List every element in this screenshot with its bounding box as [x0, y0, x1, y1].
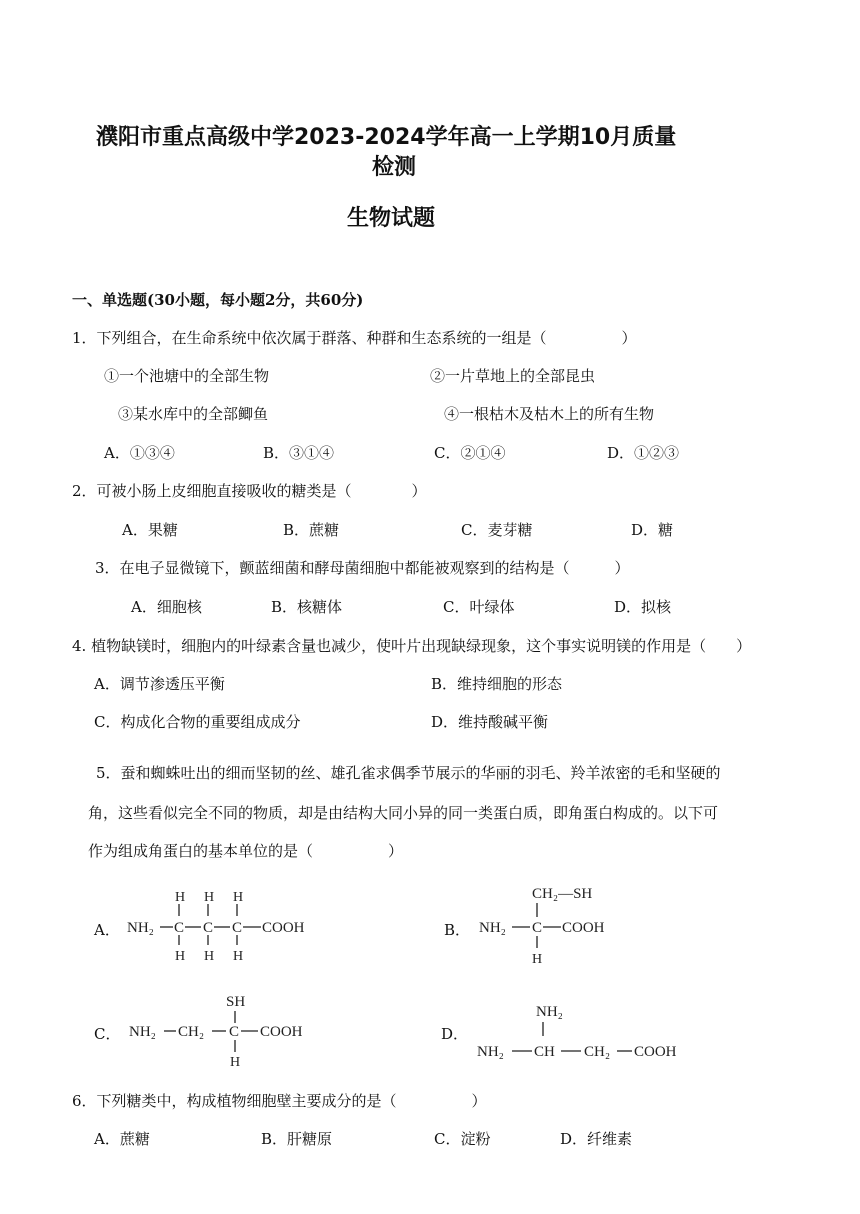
q5-formula-d — [474, 996, 704, 1066]
q5-formula-a — [124, 884, 324, 964]
q4-option-b: B．维持细胞的形态 — [431, 675, 563, 693]
formula-a-h-bot2: H — [204, 949, 215, 964]
q1-option-a: A．①③④ — [104, 444, 175, 462]
q1-option-d: D．①②③ — [607, 444, 680, 462]
q3-option-b: B．核糖体 — [271, 598, 343, 616]
question-5-line1: 5．蚕和蜘蛛吐出的细而坚韧的丝、雄孔雀求偶季节展示的华丽的羽毛、羚羊浓密的毛和坚硬的 — [96, 764, 721, 782]
formula-b-h: H — [532, 952, 543, 967]
question-5-line2: 角，这些看似完全不同的物质，却是由结构大同小异的同一类蛋白质，即角蛋白构成的。以下可 — [88, 804, 719, 822]
formula-c-cooh: COOH — [260, 1024, 303, 1040]
formula-c-c: C — [229, 1024, 240, 1040]
q4-option-a: A．调节渗透压平衡 — [94, 675, 225, 693]
q6-option-a: A．蔗糖 — [94, 1130, 150, 1148]
formula-b-ch2sh: CH₂—SH — [532, 886, 593, 902]
q1-option-c: C．②①④ — [434, 444, 506, 462]
formula-a-cooh: COOH — [262, 920, 305, 936]
question-1-stem: 1．下列组合，在生命系统中依次属于群落、种群和生态系统的一组是（ ） — [72, 329, 637, 347]
formula-d-cooh: COOH — [634, 1044, 677, 1060]
question-3-stem: 3．在电子显微镜下，颤蓝细菌和酵母菌细胞中都能被观察到的结构是（ ） — [95, 559, 630, 577]
q3-option-c: C．叶绿体 — [443, 598, 515, 616]
q5-formula-c — [126, 988, 326, 1070]
q3-option-d: D．拟核 — [614, 598, 672, 616]
question-6-stem: 6．下列糖类中，构成植物细胞壁主要成分的是（ ） — [72, 1092, 487, 1110]
q1-item-1: ①一个池塘中的全部生物 — [104, 367, 270, 385]
q5-formula-b — [476, 876, 656, 968]
q4-option-d: D．维持酸碱平衡 — [431, 713, 549, 731]
formula-b-nh2: NH₂ — [479, 920, 506, 936]
formula-d-nh2-top: NH₂ — [536, 1004, 563, 1020]
question-4-stem: 4. 植物缺镁时，细胞内的叶绿素含量也减少，使叶片出现缺绿现象，这个事实说明镁的作用是（ ） — [72, 637, 752, 655]
q2-option-b: B．蔗糖 — [283, 521, 340, 539]
formula-d-nh2: NH₂ — [477, 1044, 504, 1060]
formula-c-nh2: NH₂ — [129, 1024, 156, 1040]
q1-option-b: B．③①④ — [263, 444, 335, 462]
q5-option-d-label: D． — [441, 1025, 469, 1043]
formula-a-c3: C — [232, 920, 243, 936]
formula-a-h-top2: H — [204, 890, 215, 905]
formula-a-c2: C — [203, 920, 214, 936]
formula-a-nh2: NH₂ — [127, 920, 154, 936]
q3-option-a: A．细胞核 — [131, 598, 202, 616]
q2-option-a: A．果糖 — [122, 521, 178, 539]
q5-option-c-label: C． — [94, 1025, 121, 1043]
formula-a-h-top3: H — [233, 890, 244, 905]
q5-option-b-label: B． — [444, 921, 471, 939]
formula-c-h: H — [230, 1055, 241, 1070]
formula-c-sh: SH — [226, 994, 246, 1010]
doc-title-line2: 检测 — [372, 155, 417, 180]
formula-d-ch: CH — [534, 1044, 555, 1060]
section-header: 一、单选题(30小题，每小题2分，共60分) — [72, 291, 364, 309]
q2-option-c: C．麦芽糖 — [461, 521, 533, 539]
q1-item-2: ②一片草地上的全部昆虫 — [430, 367, 596, 385]
formula-c-ch2: CH₂ — [178, 1024, 205, 1040]
doc-subject-title: 生物试题 — [347, 206, 436, 231]
doc-title-line1: 濮阳市重点高级中学2023-2024学年高一上学期10月质量 — [96, 125, 677, 150]
question-2-stem: 2．可被小肠上皮细胞直接吸收的糖类是（ ） — [72, 482, 427, 500]
formula-a-h-top1: H — [175, 890, 186, 905]
formula-a-h-bot1: H — [175, 949, 186, 964]
q1-item-4: ④一根枯木及枯木上的所有生物 — [444, 405, 655, 423]
q4-option-c: C．构成化合物的重要组成成分 — [94, 713, 301, 731]
formula-b-cooh: COOH — [562, 920, 605, 936]
q2-option-d: D．糖 — [631, 521, 674, 539]
formula-b-c: C — [532, 920, 543, 936]
question-5-line3: 作为组成角蛋白的基本单位的是（ ） — [88, 842, 404, 860]
formula-d-ch2: CH₂ — [584, 1044, 611, 1060]
q5-option-a-label: A． — [94, 921, 120, 939]
q6-option-c: C．淀粉 — [434, 1130, 491, 1148]
formula-a-c1: C — [174, 920, 185, 936]
q1-item-3: ③某水库中的全部鲫鱼 — [118, 405, 269, 423]
q6-option-b: B．肝糖原 — [261, 1130, 333, 1148]
formula-a-h-bot3: H — [233, 949, 244, 964]
q6-option-d: D．纤维素 — [560, 1130, 633, 1148]
